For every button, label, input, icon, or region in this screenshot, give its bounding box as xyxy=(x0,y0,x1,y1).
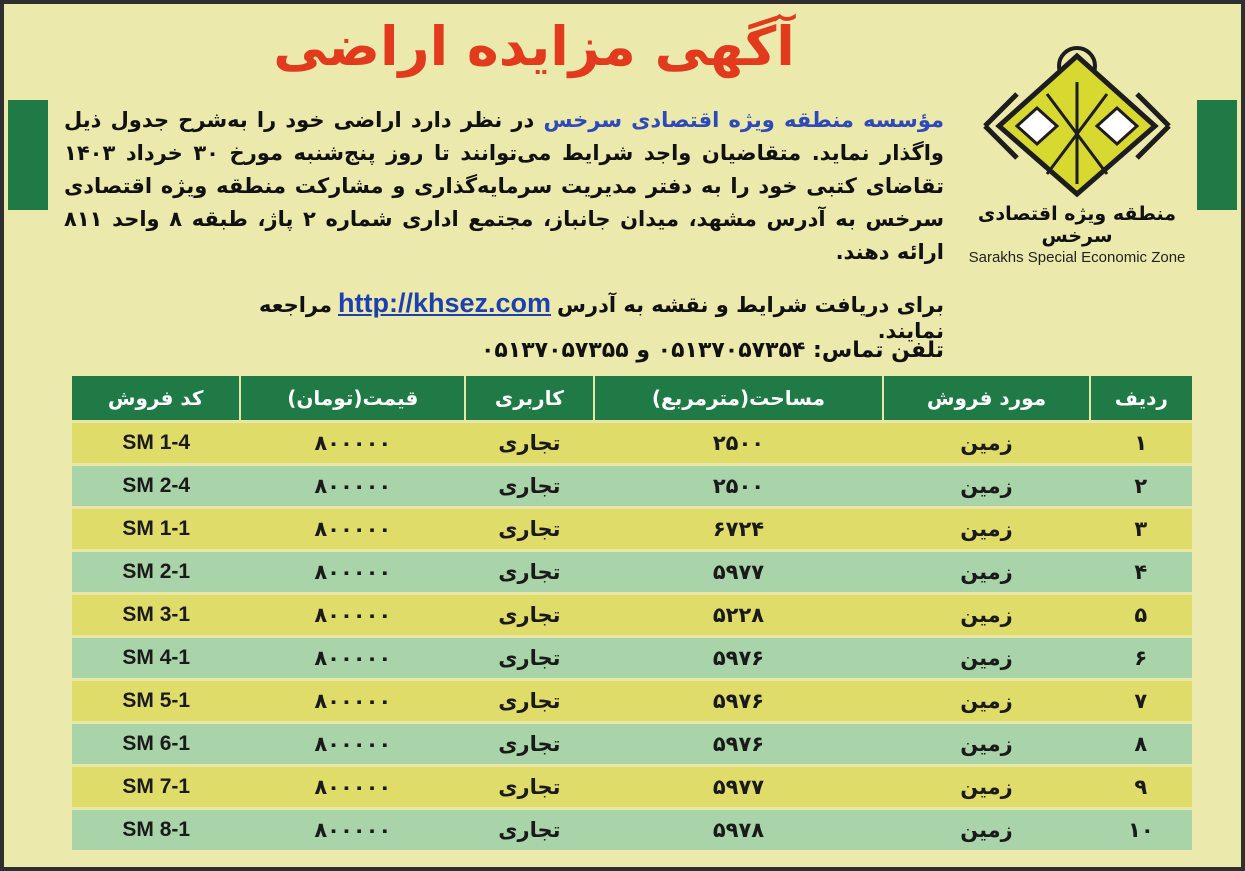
cell-price: ۸۰۰۰۰۰ xyxy=(240,680,465,723)
cell-price: ۸۰۰۰۰۰ xyxy=(240,551,465,594)
table-row xyxy=(72,809,1192,851)
cell-price: ۸۰۰۰۰۰ xyxy=(240,723,465,766)
cell-code: SM 2-1 xyxy=(72,551,240,594)
cell-price: ۸۰۰۰۰۰ xyxy=(240,508,465,551)
phone-line: تلفن تماس: ۰۵۱۳۷۰۵۷۳۵۴ و ۰۵۱۳۷۰۵۷۳۵۵ xyxy=(480,338,944,363)
cell-usage: تجاری xyxy=(465,422,593,465)
cell-row-num: ۹ xyxy=(1090,766,1192,809)
cell-price: ۸۰۰۰۰۰ xyxy=(240,637,465,680)
cell-code: SM 3-1 xyxy=(72,594,240,637)
logo-name-fa: منطقه ویژه اقتصادی سرخس xyxy=(977,203,1177,247)
cell-item: زمین xyxy=(883,637,1089,680)
cell-area: ۵۹۷۶ xyxy=(594,680,884,723)
table-row xyxy=(72,723,1192,766)
cell-area: ۵۲۲۸ xyxy=(594,594,884,637)
cell-code: SM 4-1 xyxy=(72,637,240,680)
cell-item: زمین xyxy=(883,465,1089,508)
cell-code: SM 7-1 xyxy=(72,766,240,809)
cell-row-num: ۵ xyxy=(1090,594,1192,637)
cell-usage: تجاری xyxy=(465,809,593,851)
cell-price: ۸۰۰۰۰۰ xyxy=(240,766,465,809)
table-body xyxy=(72,422,1192,851)
cell-row-num: ۴ xyxy=(1090,551,1192,594)
cell-area: ۵۹۷۷ xyxy=(594,551,884,594)
table-row xyxy=(72,680,1192,723)
cell-usage: تجاری xyxy=(465,551,593,594)
cell-row-num: ۶ xyxy=(1090,637,1192,680)
header-item: مورد فروش xyxy=(883,376,1089,422)
cell-price: ۸۰۰۰۰۰ xyxy=(240,594,465,637)
left-green-strip xyxy=(8,100,48,210)
org-name: مؤسسه منطقه ویژه اقتصادی سرخس xyxy=(543,108,944,132)
cell-row-num: ۷ xyxy=(1090,680,1192,723)
header-area: مساحت(مترمربع) xyxy=(594,376,884,422)
cell-code: SM 2-4 xyxy=(72,465,240,508)
cell-usage: تجاری xyxy=(465,680,593,723)
cell-code: SM 1-1 xyxy=(72,508,240,551)
cell-item: زمین xyxy=(883,809,1089,851)
cell-area: ۲۵۰۰ xyxy=(594,422,884,465)
cell-row-num: ۲ xyxy=(1090,465,1192,508)
cell-area: ۵۹۷۶ xyxy=(594,723,884,766)
url-before: برای دریافت شرایط و نقشه به آدرس xyxy=(557,293,944,317)
cell-usage: تجاری xyxy=(465,637,593,680)
table-row xyxy=(72,766,1192,809)
cell-usage: تجاری xyxy=(465,766,593,809)
logo-name-en: Sarakhs Special Economic Zone xyxy=(968,249,1186,266)
cell-item: زمین xyxy=(883,422,1089,465)
table-row xyxy=(72,551,1192,594)
notice-title: آگهی مزایده اراضی xyxy=(273,15,795,78)
table-row xyxy=(72,465,1192,508)
url-after: مراجعه نمایند. xyxy=(258,293,944,343)
cell-item: زمین xyxy=(883,723,1089,766)
body-text: در نظر دارد اراضی خود را به‌شرح جدول ذیل واگذار نماید. متقاضیان واجد شرایط می‌توانند تا روز پنج‌شنبه مورخ ۳۰ خرداد ۱۴۰۳ تقاضای کتبی خود را به دفتر مدیریت سرمایه‌گذاری و مشارکت منطقه ویژه اقتصادی سرخس به آدرس مشهد، میدان جانباز، مجتمع اداری شماره ۲ پاژ، طبقه ۸ واحد ۸۱۱ ارائه دهند. xyxy=(64,108,944,264)
cell-item: زمین xyxy=(883,594,1089,637)
cell-usage: تجاری xyxy=(465,723,593,766)
table-row xyxy=(72,422,1192,465)
sarakhs-zone-logo-icon xyxy=(977,34,1177,199)
cell-area: ۵۹۷۸ xyxy=(594,809,884,851)
cell-area: ۵۹۷۷ xyxy=(594,766,884,809)
land-table xyxy=(72,376,1192,850)
cell-item: زمین xyxy=(883,766,1089,809)
notice-body xyxy=(64,104,944,269)
header-code: کد فروش xyxy=(72,376,240,422)
cell-usage: تجاری xyxy=(465,465,593,508)
cell-row-num: ۱ xyxy=(1090,422,1192,465)
website-link[interactable]: http://khsez.com xyxy=(337,288,552,318)
table-row xyxy=(72,637,1192,680)
cell-usage: تجاری xyxy=(465,594,593,637)
cell-item: زمین xyxy=(883,508,1089,551)
cell-row-num: ۳ xyxy=(1090,508,1192,551)
cell-row-num: ۸ xyxy=(1090,723,1192,766)
right-green-strip xyxy=(1197,100,1237,210)
table-header-row xyxy=(72,376,1192,422)
cell-code: SM 1-4 xyxy=(72,422,240,465)
header-row-num: ردیف xyxy=(1090,376,1192,422)
cell-code: SM 6-1 xyxy=(72,723,240,766)
table-row xyxy=(72,508,1192,551)
cell-item: زمین xyxy=(883,680,1089,723)
cell-area: ۵۹۷۶ xyxy=(594,637,884,680)
cell-area: ۶۷۲۴ xyxy=(594,508,884,551)
cell-row-num: ۱۰ xyxy=(1090,809,1192,851)
cell-code: SM 5-1 xyxy=(72,680,240,723)
cell-price: ۸۰۰۰۰۰ xyxy=(240,422,465,465)
cell-code: SM 8-1 xyxy=(72,809,240,851)
cell-price: ۸۰۰۰۰۰ xyxy=(240,465,465,508)
header-price: قیمت(تومان) xyxy=(240,376,465,422)
table-row xyxy=(72,594,1192,637)
cell-item: زمین xyxy=(883,551,1089,594)
url-line xyxy=(204,288,944,343)
cell-price: ۸۰۰۰۰۰ xyxy=(240,809,465,851)
header-usage: کاربری xyxy=(465,376,593,422)
cell-area: ۲۵۰۰ xyxy=(594,465,884,508)
cell-usage: تجاری xyxy=(465,508,593,551)
logo-block xyxy=(957,34,1197,264)
